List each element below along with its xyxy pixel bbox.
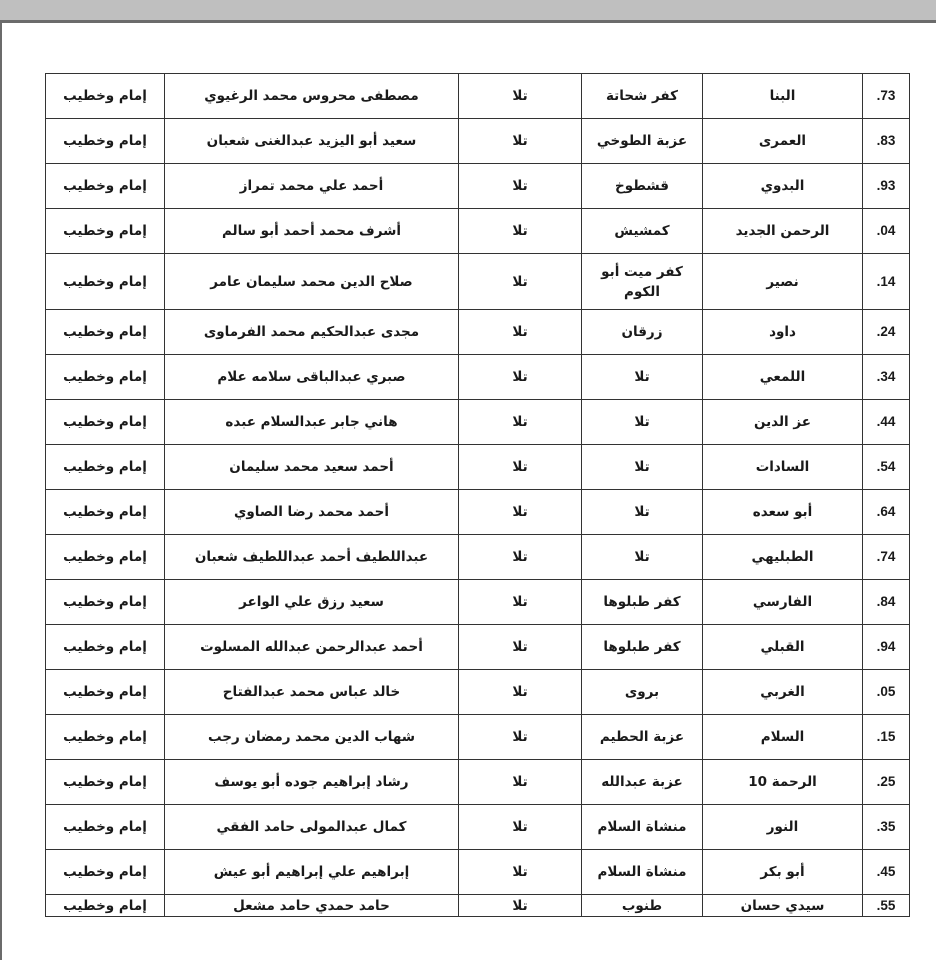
person-name: أشرف محمد أحمد أبو سالم bbox=[165, 209, 459, 254]
row-number: .34 bbox=[863, 355, 910, 400]
person-name: مصطفى محروس محمد الرغيوي bbox=[165, 74, 459, 119]
village-name: بروى bbox=[582, 670, 703, 715]
center-name: تلا bbox=[459, 580, 582, 625]
center-name: تلا bbox=[459, 254, 582, 310]
person-name: سعيد أبو اليزيد عبدالغنى شعبان bbox=[165, 119, 459, 164]
person-name: رشاد إبراهيم جوده أبو يوسف bbox=[165, 760, 459, 805]
row-number: .04 bbox=[863, 209, 910, 254]
role: إمام وخطيب bbox=[46, 445, 165, 490]
role: إمام وخطيب bbox=[46, 310, 165, 355]
row-number: .44 bbox=[863, 400, 910, 445]
village-name: منشاة السلام bbox=[582, 850, 703, 895]
row-number: .93 bbox=[863, 164, 910, 209]
person-name: هاني جابر عبدالسلام عبده bbox=[165, 400, 459, 445]
table-row bbox=[46, 670, 910, 715]
table-row bbox=[46, 535, 910, 580]
center-name: تلا bbox=[459, 74, 582, 119]
table-row bbox=[46, 254, 910, 310]
role: إمام وخطيب bbox=[46, 625, 165, 670]
center-name: تلا bbox=[459, 164, 582, 209]
center-name: تلا bbox=[459, 119, 582, 164]
mosque-name: داود bbox=[703, 310, 863, 355]
center-name: تلا bbox=[459, 805, 582, 850]
person-name: مجدى عبدالحكيم محمد الفرماوى bbox=[165, 310, 459, 355]
village-name: كفر طبلوها bbox=[582, 580, 703, 625]
center-name: تلا bbox=[459, 895, 582, 917]
row-number: .24 bbox=[863, 310, 910, 355]
center-name: تلا bbox=[459, 445, 582, 490]
center-name: تلا bbox=[459, 490, 582, 535]
center-name: تلا bbox=[459, 355, 582, 400]
person-name: عبداللطيف أحمد عبداللطيف شعبان bbox=[165, 535, 459, 580]
center-name: تلا bbox=[459, 625, 582, 670]
table-row bbox=[46, 760, 910, 805]
row-number: .64 bbox=[863, 490, 910, 535]
row-number: .05 bbox=[863, 670, 910, 715]
mosque-name: الفارسي bbox=[703, 580, 863, 625]
table-row bbox=[46, 164, 910, 209]
role: إمام وخطيب bbox=[46, 895, 165, 917]
center-name: تلا bbox=[459, 715, 582, 760]
mosque-name: أبو سعده bbox=[703, 490, 863, 535]
mosque-name: القبلي bbox=[703, 625, 863, 670]
row-number: .15 bbox=[863, 715, 910, 760]
village-name: قشطوخ bbox=[582, 164, 703, 209]
row-number: .73 bbox=[863, 74, 910, 119]
table-row bbox=[46, 400, 910, 445]
row-number: .55 bbox=[863, 895, 910, 917]
center-name: تلا bbox=[459, 310, 582, 355]
row-number: .35 bbox=[863, 805, 910, 850]
mosque-name: اللمعي bbox=[703, 355, 863, 400]
imam-roster-table bbox=[45, 73, 910, 917]
center-name: تلا bbox=[459, 760, 582, 805]
row-number: .83 bbox=[863, 119, 910, 164]
village-name: طنوب bbox=[582, 895, 703, 917]
table-row bbox=[46, 715, 910, 760]
row-number: .45 bbox=[863, 850, 910, 895]
village-name: تلا bbox=[582, 400, 703, 445]
mosque-name: البنا bbox=[703, 74, 863, 119]
center-name: تلا bbox=[459, 535, 582, 580]
role: إمام وخطيب bbox=[46, 400, 165, 445]
village-name: تلا bbox=[582, 490, 703, 535]
role: إمام وخطيب bbox=[46, 670, 165, 715]
village-name: كفر طبلوها bbox=[582, 625, 703, 670]
mosque-name: سيدي حسان bbox=[703, 895, 863, 917]
center-name: تلا bbox=[459, 670, 582, 715]
role: إمام وخطيب bbox=[46, 164, 165, 209]
table-row bbox=[46, 490, 910, 535]
role: إمام وخطيب bbox=[46, 74, 165, 119]
table-row bbox=[46, 850, 910, 895]
row-number: .84 bbox=[863, 580, 910, 625]
person-name: إبراهيم علي إبراهيم أبو عيش bbox=[165, 850, 459, 895]
role: إمام وخطيب bbox=[46, 850, 165, 895]
village-name: عزبة الطوخي bbox=[582, 119, 703, 164]
mosque-name: الطبليهي bbox=[703, 535, 863, 580]
table-row bbox=[46, 625, 910, 670]
mosque-name: أبو بكر bbox=[703, 850, 863, 895]
table-row bbox=[46, 805, 910, 850]
role: إمام وخطيب bbox=[46, 580, 165, 625]
role: إمام وخطيب bbox=[46, 535, 165, 580]
person-name: صبري عبدالباقى سلامه علام bbox=[165, 355, 459, 400]
mosque-name: السلام bbox=[703, 715, 863, 760]
person-name: أحمد محمد رضا الصاوي bbox=[165, 490, 459, 535]
village-name: منشاة السلام bbox=[582, 805, 703, 850]
table-row bbox=[46, 445, 910, 490]
table-row bbox=[46, 119, 910, 164]
center-name: تلا bbox=[459, 400, 582, 445]
center-name: تلا bbox=[459, 850, 582, 895]
table-row bbox=[46, 355, 910, 400]
page-left-edge bbox=[0, 20, 2, 960]
mosque-name: الغربي bbox=[703, 670, 863, 715]
person-name: أحمد عبدالرحمن عبدالله المسلوت bbox=[165, 625, 459, 670]
viewer-top-bar bbox=[0, 0, 936, 23]
role: إمام وخطيب bbox=[46, 760, 165, 805]
role: إمام وخطيب bbox=[46, 209, 165, 254]
person-name: سعيد رزق علي الواعر bbox=[165, 580, 459, 625]
mosque-name: نصير bbox=[703, 254, 863, 310]
row-number: .74 bbox=[863, 535, 910, 580]
table-row bbox=[46, 310, 910, 355]
role: إمام وخطيب bbox=[46, 715, 165, 760]
row-number: .94 bbox=[863, 625, 910, 670]
role: إمام وخطيب bbox=[46, 805, 165, 850]
village-name: كمشيش bbox=[582, 209, 703, 254]
person-name: حامد حمدي حامد مشعل bbox=[165, 895, 459, 917]
role: إمام وخطيب bbox=[46, 490, 165, 535]
village-name: عزبة عبدالله bbox=[582, 760, 703, 805]
village-name: تلا bbox=[582, 535, 703, 580]
village-name: عزبة الحطيم bbox=[582, 715, 703, 760]
center-name: تلا bbox=[459, 209, 582, 254]
row-number: .54 bbox=[863, 445, 910, 490]
role: إمام وخطيب bbox=[46, 119, 165, 164]
mosque-name: الرحمة 10 bbox=[703, 760, 863, 805]
mosque-name: الرحمن الجديد bbox=[703, 209, 863, 254]
person-name: كمال عبدالمولى حامد الفقي bbox=[165, 805, 459, 850]
village-name: كفر ميت أبو الكوم bbox=[582, 254, 703, 310]
village-name: تلا bbox=[582, 445, 703, 490]
person-name: صلاح الدين محمد سليمان عامر bbox=[165, 254, 459, 310]
table-row bbox=[46, 209, 910, 254]
village-name: زرقان bbox=[582, 310, 703, 355]
role: إمام وخطيب bbox=[46, 355, 165, 400]
person-name: أحمد سعيد محمد سليمان bbox=[165, 445, 459, 490]
village-name: كفر شحاتة bbox=[582, 74, 703, 119]
row-number: .14 bbox=[863, 254, 910, 310]
mosque-name: البدوي bbox=[703, 164, 863, 209]
person-name: خالد عباس محمد عبدالفتاح bbox=[165, 670, 459, 715]
person-name: شهاب الدين محمد رمضان رجب bbox=[165, 715, 459, 760]
mosque-name: النور bbox=[703, 805, 863, 850]
table-row bbox=[46, 895, 910, 917]
mosque-name: عز الدين bbox=[703, 400, 863, 445]
table-row bbox=[46, 74, 910, 119]
row-number: .25 bbox=[863, 760, 910, 805]
role: إمام وخطيب bbox=[46, 254, 165, 310]
village-name: تلا bbox=[582, 355, 703, 400]
table-row bbox=[46, 580, 910, 625]
mosque-name: السادات bbox=[703, 445, 863, 490]
mosque-name: العمرى bbox=[703, 119, 863, 164]
person-name: أحمد علي محمد تمراز bbox=[165, 164, 459, 209]
